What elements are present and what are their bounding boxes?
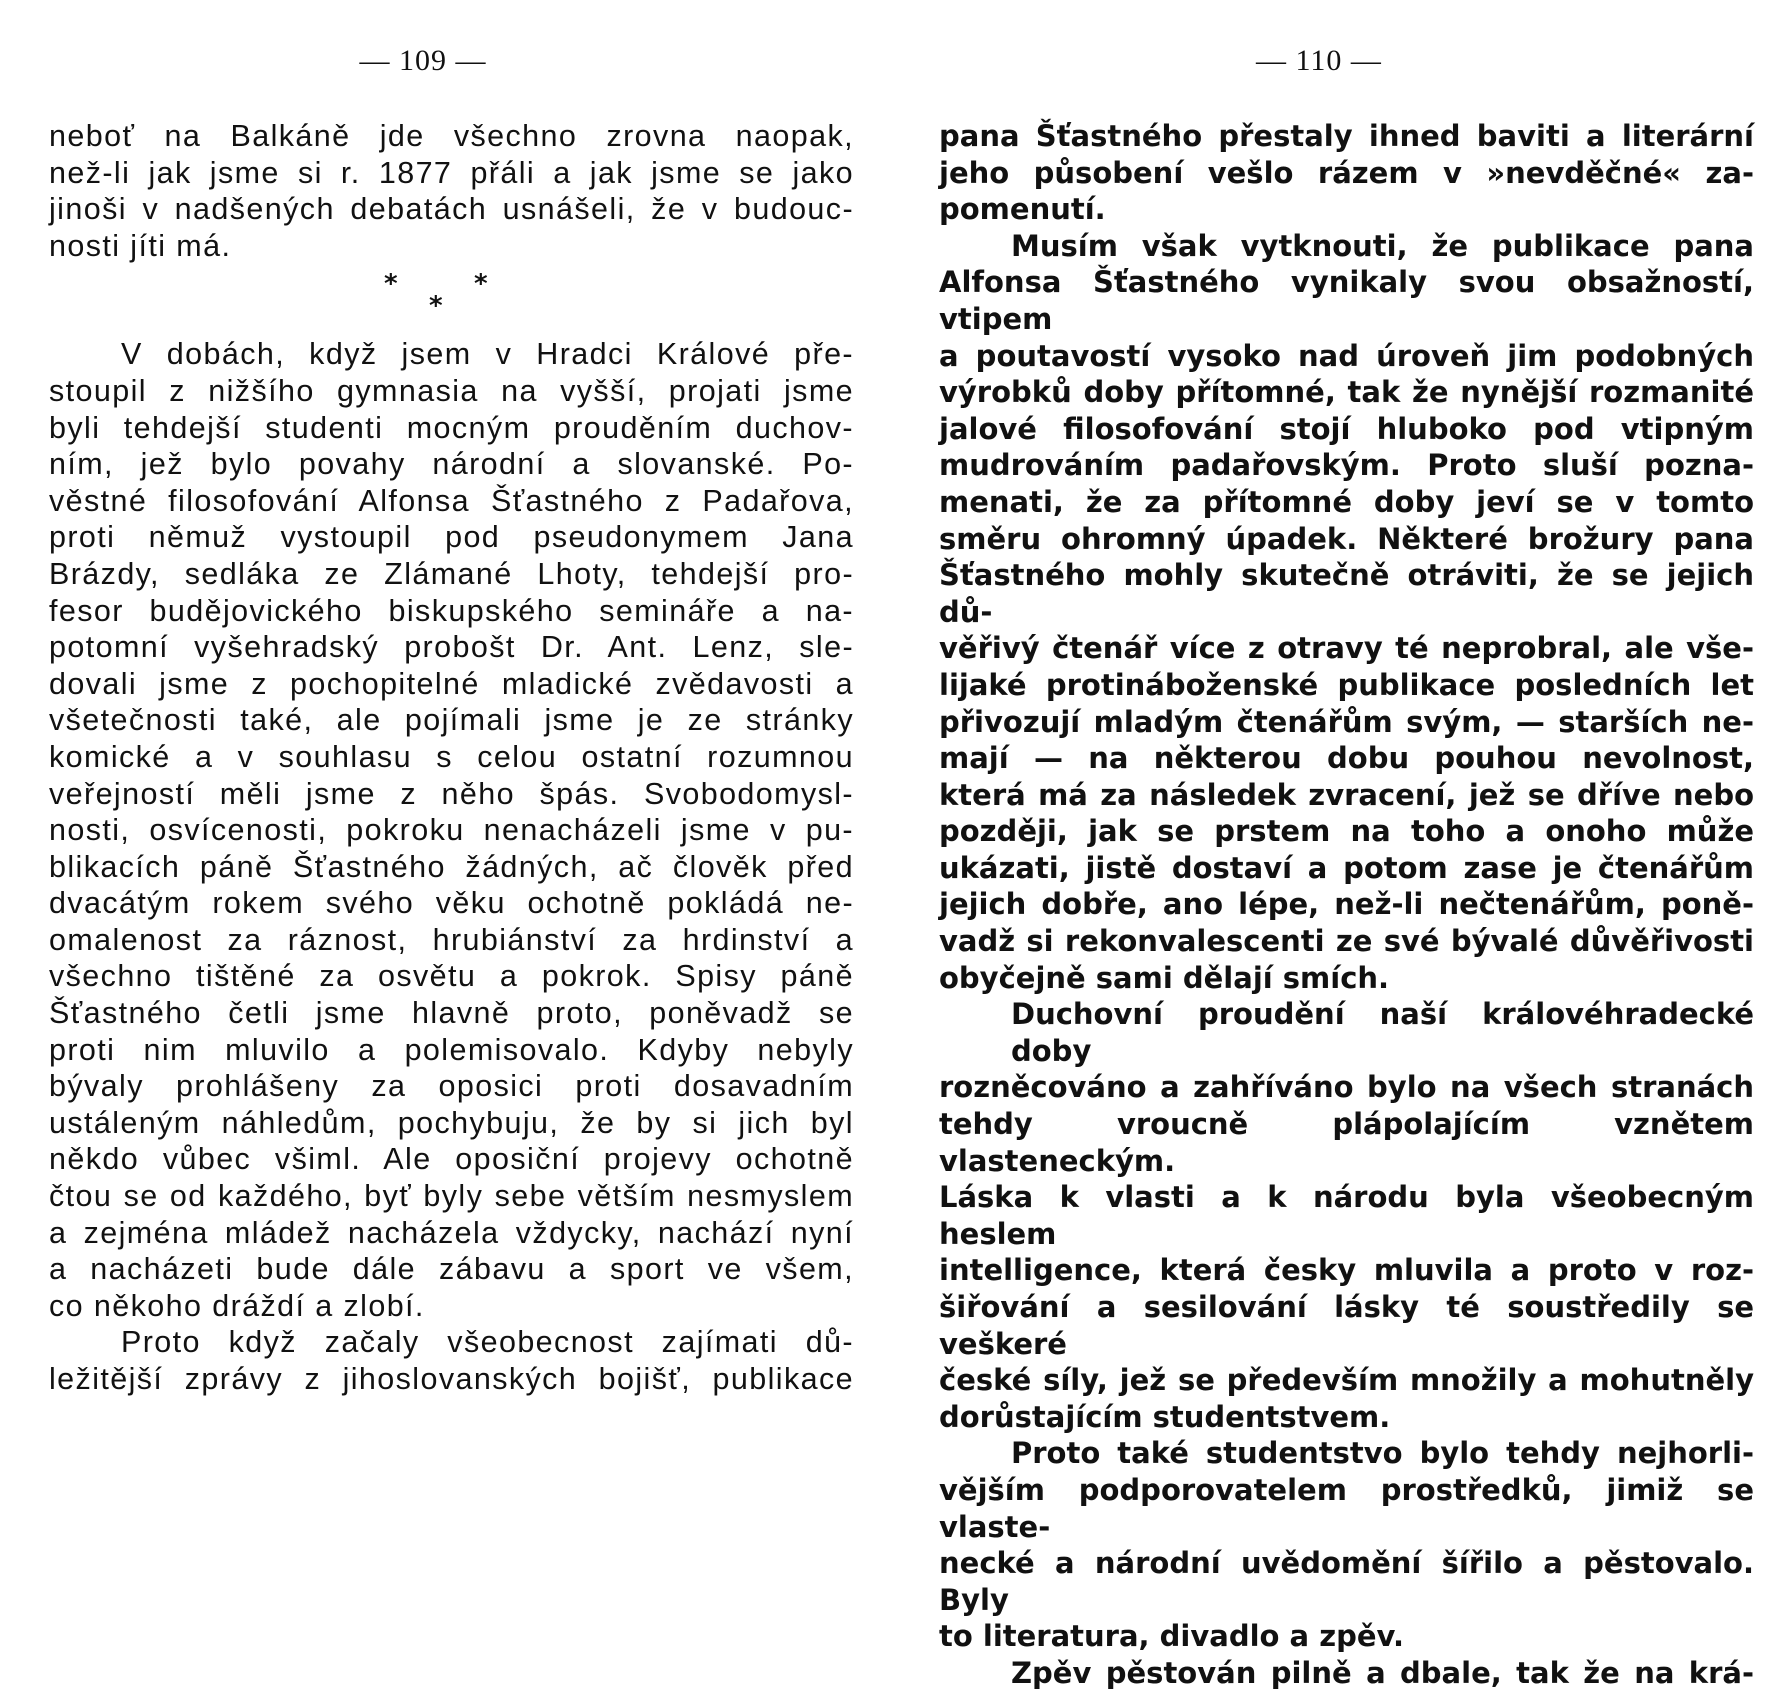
- text-line: Brázdy, sedláka ze Zlámané Lhoty, tehdejší pro-: [49, 556, 854, 591]
- text-line: byli tehdejší studenti mocným prouděním duchov-: [49, 410, 854, 445]
- text-line: jejich dobře, ano lépe, než-li nečtenářům, poně-: [939, 887, 1754, 922]
- text-line: necké a národní uvědomění šířilo a pěstovalo. Byly: [939, 1546, 1754, 1617]
- text-line: intelligence, která česky mluvila a proto v roz-: [939, 1253, 1754, 1288]
- text-line: a poutavostí vysoko nad úroveň jim podobných: [939, 338, 1754, 373]
- text-line: výrobků doby přítomné, tak že nynější rozmanité: [939, 375, 1754, 410]
- paragraph: [49, 118, 854, 264]
- paragraph: [939, 996, 1754, 1435]
- paragraph: [49, 1324, 854, 1397]
- text-line: dvacátým rokem svého věku ochotně pokládá ne-: [49, 886, 854, 921]
- text-line: později, jak se prstem na toho a onoho může: [939, 814, 1754, 849]
- text-line: potomní vyšehradský probošt Dr. Ant. Lenz, sle-: [49, 630, 854, 665]
- text-line: stoupil z nižšího gymnasia na vyšší, projati jsme: [49, 373, 854, 408]
- paragraph: [49, 336, 854, 1324]
- text-line: směru ohromný úpadek. Některé brožury pana: [939, 521, 1754, 556]
- text-line: vějším podporovatelem prostředků, jimiž se vlaste-: [939, 1472, 1754, 1544]
- text-line: nosti jíti má.: [49, 228, 232, 263]
- text-line: bývaly prohlášeny za oposici proti dosavadním: [49, 1069, 854, 1104]
- text-line: všechno tištěné za osvětu a pokrok. Spisy páně: [49, 959, 854, 994]
- text-line: věřivý čtenář více z otravy té neprobral, ale vše-: [939, 631, 1754, 666]
- right-page: [886, 0, 1772, 1690]
- text-line: ležitější zprávy z jihoslovanských bojišť, publikace: [49, 1362, 854, 1396]
- text-line: tehdy vroucně plápolajícím vznětem vlasteneckým.: [939, 1107, 1754, 1178]
- asterisk: *: [384, 269, 399, 300]
- paragraph: [939, 1655, 1754, 1692]
- text-line: někdo vůbec všiml. Ale oposiční projevy ochotně: [49, 1142, 854, 1177]
- text-line: rozněcováno a zahříváno bylo na všech stranách: [939, 1070, 1754, 1105]
- asterism-divider: [49, 264, 854, 336]
- text-line: pana Šťastného přestaly ihned baviti a literární: [939, 119, 1754, 153]
- text-line: obyčejně sami dělají smích.: [939, 960, 1390, 995]
- text-line: která má za následek zvracení, jež se dříve nebo: [939, 777, 1754, 812]
- text-line: jinoši v nadšených debatách usnášeli, že v budouc-: [49, 192, 854, 227]
- page-number: — 110 —: [1256, 44, 1382, 77]
- text-line: Šťastného mohly skutečně otráviti, že se jejich dů-: [939, 558, 1754, 629]
- text-line: Alfonsa Šťastného vynikaly svou obsažností, vtipem: [939, 265, 1754, 336]
- text-line: a nacházeti bude dále zábavu a sport ve všem,: [49, 1252, 854, 1287]
- asterisk: *: [429, 291, 444, 322]
- text-line: Zpěv pěstován pilně a dbale, tak že na krá-: [1011, 1655, 1754, 1690]
- text-line: ukázati, jistě dostaví a potom zase je čtenářům: [939, 850, 1754, 885]
- text-line: přivozují mladým čtenářům svým, — starších ne-: [939, 704, 1754, 739]
- text-line: neboť na Balkáně jde všechno zrovna naopak,: [49, 119, 854, 153]
- text-line: ním, jež bylo povahy národní a slovanské. Po-: [49, 447, 854, 482]
- text-line: Proto když začaly všeobecnost zajímati dů-: [121, 1325, 854, 1360]
- text-line: fesor budějovického biskupského semináře a na-: [49, 593, 854, 628]
- paragraph: [939, 1435, 1754, 1655]
- text-line: věstné filosofování Alfonsa Šťastného z Padařova,: [49, 483, 854, 518]
- text-line: ustáleným náhledům, pochybuju, že by si jich byl: [49, 1105, 854, 1140]
- text-line: než-li jak jsme si r. 1877 přáli a jak jsme se jako: [49, 155, 854, 190]
- asterisk: *: [474, 269, 489, 300]
- text-line: nosti, osvícenosti, pokroku nenacházeli jsme v pu-: [49, 813, 854, 848]
- text-line: Láska k vlasti a k národu byla všeobecným heslem: [939, 1180, 1754, 1251]
- text-line: Šťastného četli jsme hlavně proto, poněvadž se: [49, 996, 854, 1031]
- text-line: mudrováním padařovským. Proto sluší pozna-: [939, 448, 1754, 483]
- text-line: veřejností měli jsme z něho špás. Svobodomysl-: [49, 776, 854, 811]
- text-line: vadž si rekonvalescenti ze své bývalé důvěřivosti: [939, 924, 1754, 959]
- text-line: jeho působení vešlo rázem v »nevděčné« za-: [939, 155, 1754, 190]
- paragraph: [939, 118, 1754, 228]
- paragraph: [939, 228, 1754, 996]
- text-line: Proto také studentstvo bylo tehdy nejhorli-: [1011, 1436, 1754, 1471]
- text-line: všetečnosti také, ale pojímali jsme je ze stránky: [49, 703, 854, 738]
- text-line: lijaké protináboženské publikace posledních let: [939, 667, 1754, 702]
- text-line: dorůstajícím studentstvem.: [939, 1399, 1391, 1434]
- page-number: — 109 —: [359, 44, 487, 77]
- left-page: [0, 0, 886, 1500]
- text-line: menati, že za přítomné doby jeví se v tomto: [939, 484, 1754, 519]
- text-line: pomenutí.: [939, 192, 1106, 227]
- text-line: Musím však vytknouti, že publikace pana: [1011, 228, 1754, 263]
- text-line: dovali jsme z pochopitelné mladické zvědavosti a: [49, 666, 854, 701]
- text-line: mají — na některou dobu pouhou nevolnost,: [939, 741, 1754, 776]
- text-line: to literatura, divadlo a zpěv.: [939, 1619, 1405, 1654]
- text-line: šiřování a sesilování lásky té soustředily se veškeré: [939, 1290, 1754, 1361]
- text-line: proti němuž vystoupil pod pseudonymem Jana: [49, 520, 854, 555]
- left-text-column: [49, 118, 854, 1398]
- text-line: co někoho dráždí a zlobí.: [49, 1288, 425, 1323]
- text-line: a zejména mládež nacházela vždycky, nachází nyní: [49, 1215, 854, 1250]
- text-line: omalenost za ráznost, hrubiánství za hrdinství a: [49, 922, 854, 957]
- text-line: Duchovní proudění naší královéhradecké doby: [1011, 997, 1754, 1068]
- text-line: české síly, jež se především množily a mohutněly: [939, 1363, 1754, 1398]
- text-line: V dobách, když jsem v Hradci Králové pře-: [121, 337, 854, 372]
- text-line: komické a v souhlasu s celou ostatní rozumnou: [49, 739, 854, 774]
- text-line: proti nim mluvilo a polemisovalo. Kdyby nebyly: [49, 1032, 854, 1067]
- text-line: blikacích páně Šťastného žádných, ač člověk před: [49, 849, 854, 884]
- text-line: jalové filosofování stojí hluboko pod vtipným: [939, 411, 1754, 446]
- text-line: čtou se od každého, byť byly sebe větším nesmyslem: [49, 1179, 854, 1214]
- right-text-column: [939, 118, 1754, 1692]
